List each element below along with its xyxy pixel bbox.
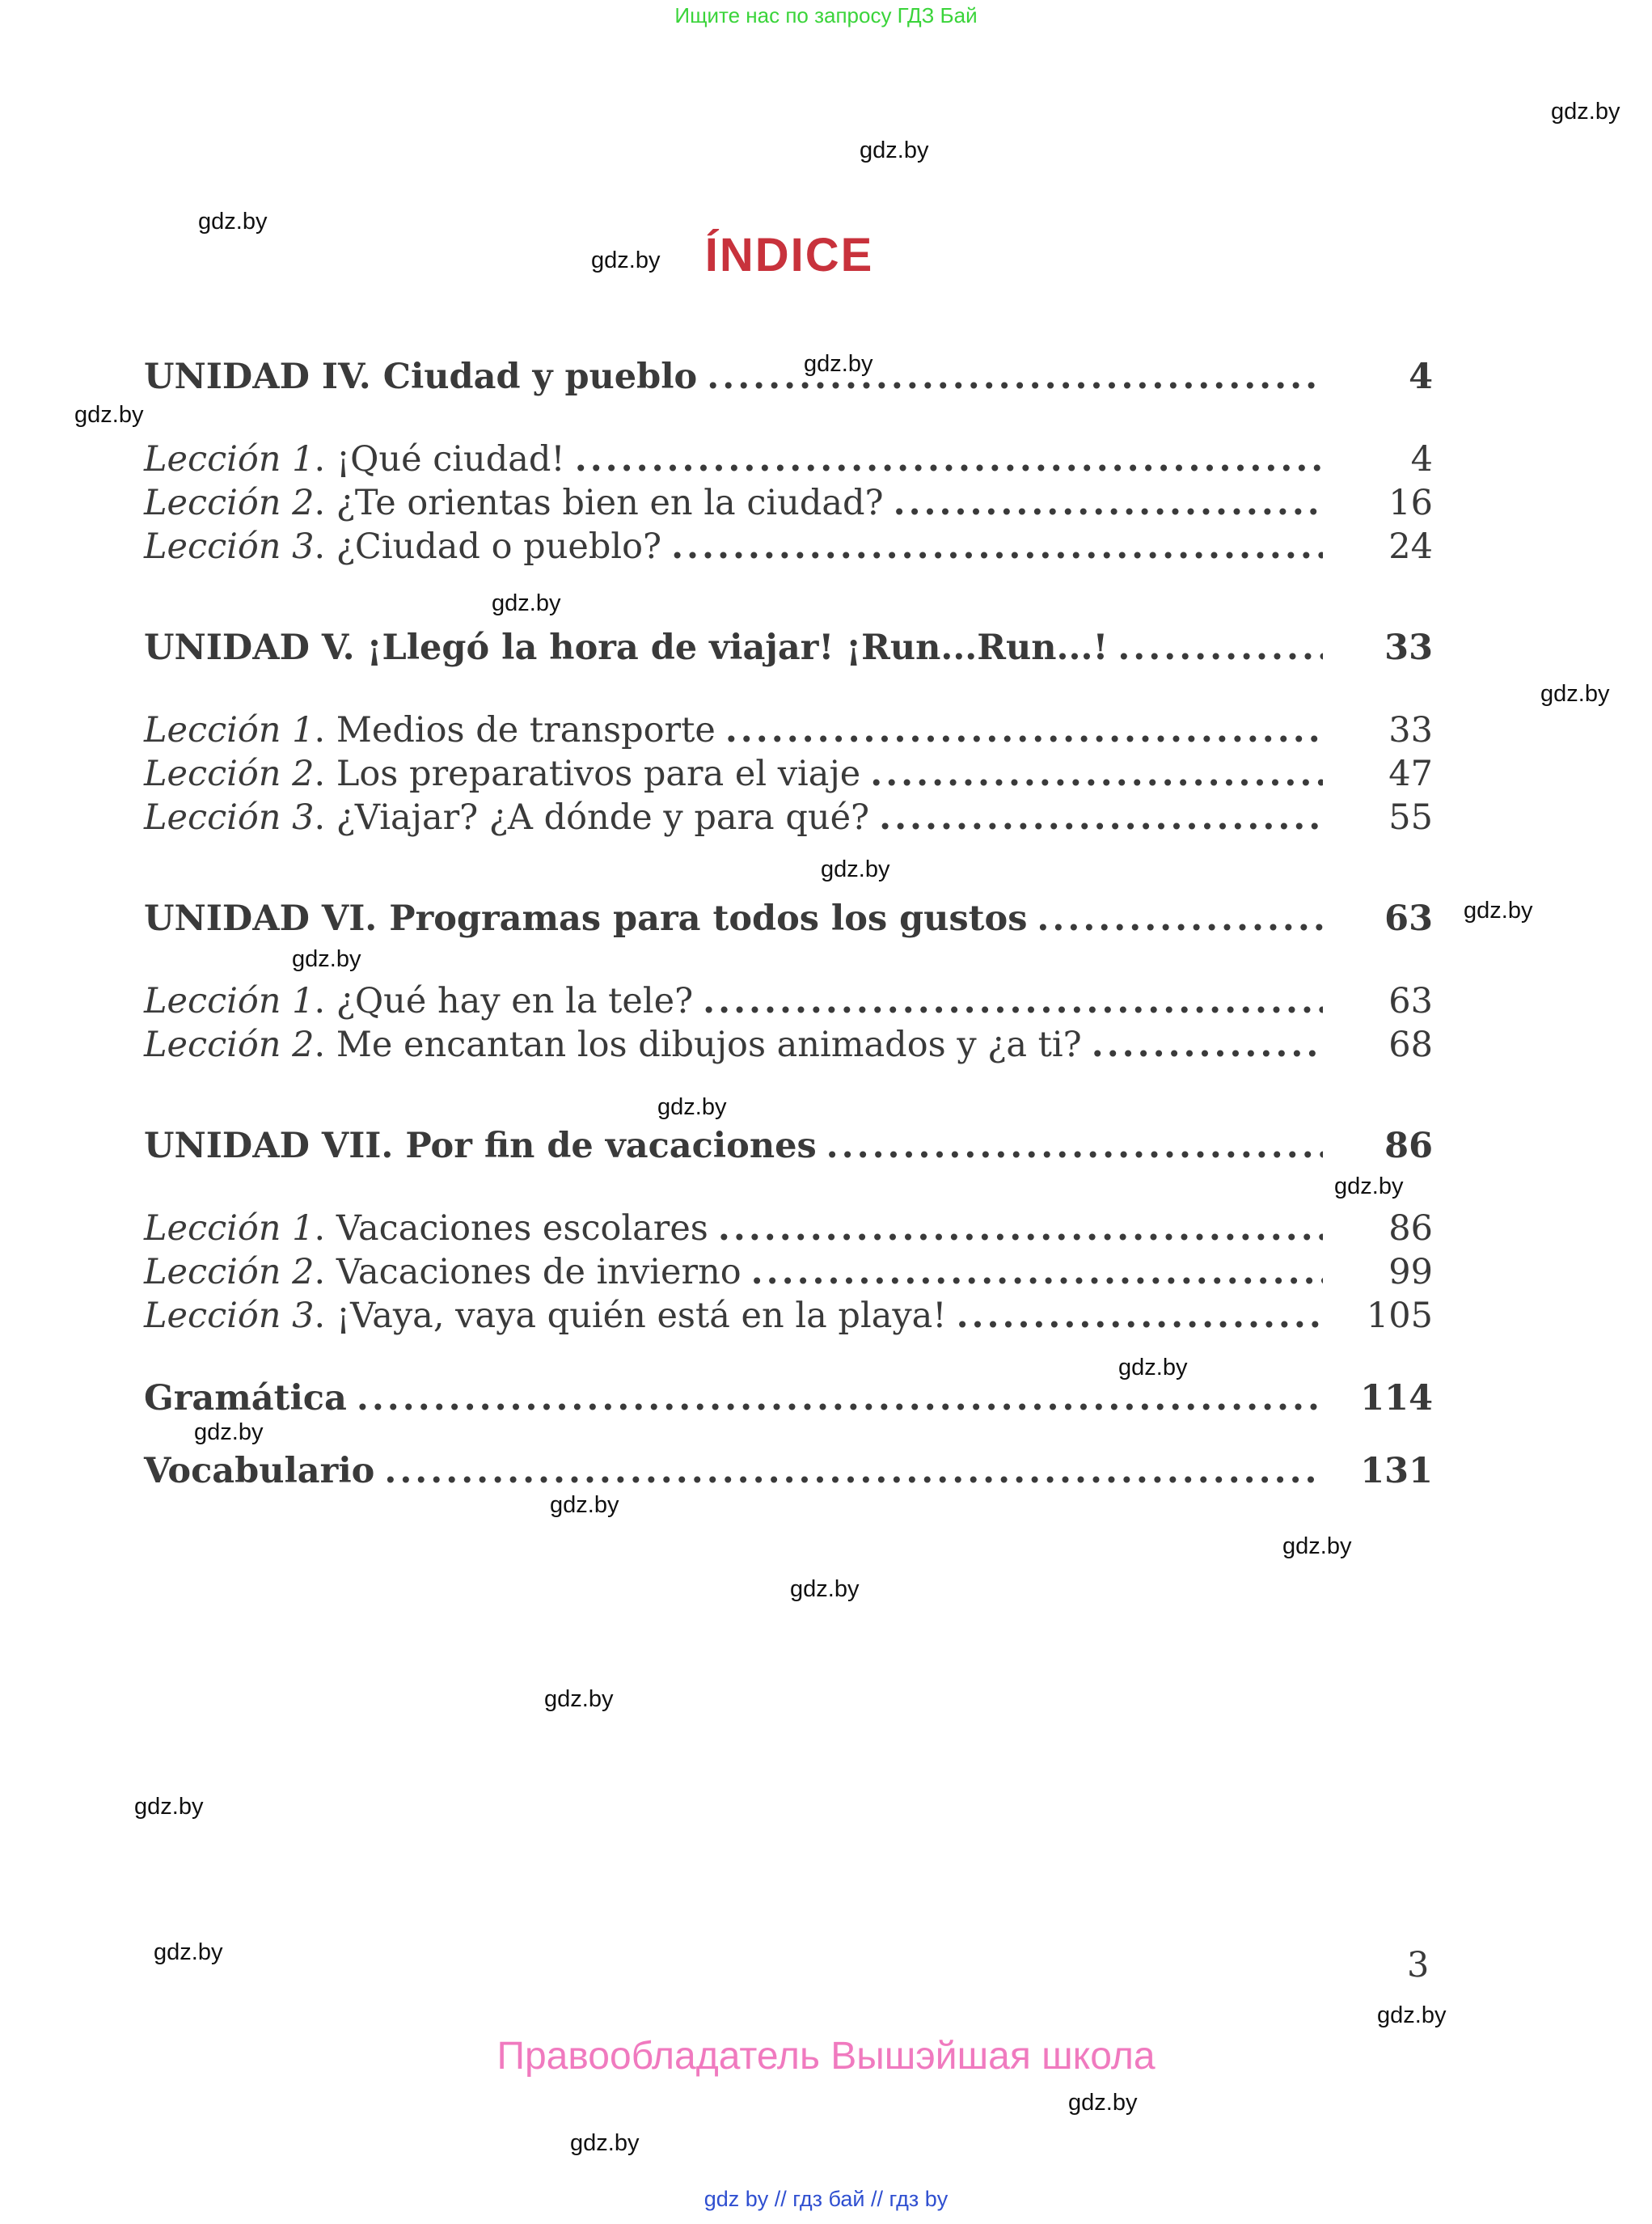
- watermark: gdz.by: [1068, 2090, 1138, 2116]
- toc-entry-page: 99: [1388, 1252, 1433, 1292]
- toc-entry-page: 33: [1388, 710, 1433, 750]
- watermark: gdz.by: [860, 137, 929, 163]
- leader-dots: [718, 1208, 1323, 1249]
- toc-entry-lesson[interactable]: [144, 1252, 1433, 1294]
- toc-entry-page: 4: [1410, 439, 1433, 480]
- toc-entry-lesson[interactable]: [144, 526, 1433, 569]
- toc-entry-page: 114: [1360, 1378, 1433, 1419]
- watermark: gdz.by: [591, 247, 661, 273]
- toc-entry-lesson[interactable]: [144, 710, 1433, 752]
- lesson-name: Lección 3: [144, 797, 315, 838]
- leader-dots: [870, 754, 1323, 794]
- lesson-name: Lección 2: [144, 1252, 315, 1292]
- watermark: gdz.by: [74, 402, 144, 428]
- leader-dots: [384, 1451, 1323, 1491]
- watermark: gdz.by: [134, 1794, 204, 1820]
- leader-dots: [725, 710, 1323, 750]
- lesson-name: Lección 1: [144, 439, 315, 480]
- toc-entry-lesson[interactable]: [144, 1296, 1433, 1338]
- leader-dots: [575, 439, 1323, 480]
- lesson-name: Lección 3: [144, 1296, 315, 1336]
- toc-entry-label: Vocabulario: [144, 1451, 375, 1491]
- watermark: gdz.by: [570, 2130, 640, 2156]
- toc-entry-label: UNIDAD VI. Programas para todos los gustos: [144, 898, 1028, 939]
- lesson-name: Lección 2: [144, 483, 315, 523]
- lesson-name: Lección 3: [144, 526, 315, 567]
- leader-dots: [1118, 628, 1323, 668]
- watermark: gdz.by: [198, 209, 268, 235]
- toc-entry-page: 105: [1366, 1296, 1433, 1336]
- toc-entry-page: 68: [1388, 1025, 1433, 1065]
- watermark: gdz.by: [154, 1939, 223, 1965]
- leader-dots: [879, 797, 1323, 838]
- page-title: ÍNDICE: [704, 229, 874, 281]
- leader-dots: [957, 1296, 1323, 1336]
- watermark: gdz.by: [1282, 1533, 1352, 1559]
- watermark: gdz.by: [292, 946, 361, 972]
- toc-entry-label: UNIDAD V. ¡Llegó la hora de viajar! ¡Run...Run...!: [144, 628, 1109, 668]
- watermark: gdz.by: [1551, 99, 1620, 125]
- toc-entry-lesson[interactable]: [144, 1208, 1433, 1250]
- page-number: 3: [1407, 1945, 1430, 1985]
- watermark: gdz.by: [1464, 898, 1533, 924]
- toc-entry-label: Gramática: [144, 1378, 347, 1419]
- lesson-name: Lección 2: [144, 754, 315, 794]
- leader-dots: [671, 526, 1323, 567]
- watermark: gdz.by: [821, 856, 890, 882]
- toc-entry-label: Lección 2. Vacaciones de invierno: [144, 1252, 741, 1292]
- toc-entry-page: 24: [1388, 526, 1433, 567]
- toc-entry-vocabulary[interactable]: [144, 1451, 1433, 1493]
- toc-entry-label: UNIDAD IV. Ciudad y pueblo: [144, 357, 698, 397]
- watermark: gdz.by: [790, 1576, 860, 1602]
- toc-entry-page: 55: [1388, 797, 1433, 838]
- leader-dots: [894, 483, 1323, 523]
- toc-entry-label: UNIDAD VII. Por fin de vacaciones: [144, 1126, 817, 1166]
- watermark: gdz.by: [1377, 2002, 1447, 2028]
- toc-entry-page: 33: [1384, 628, 1433, 668]
- toc-entry-label: Lección 1. ¿Qué hay en la tele?: [144, 981, 694, 1021]
- watermark: gdz.by: [804, 351, 873, 377]
- toc-entry-label: Lección 1. Medios de transporte: [144, 710, 716, 750]
- toc-entry-label: Lección 3. ¡Vaya, vaya quién está en la playa!: [144, 1296, 947, 1336]
- lesson-name: Lección 2: [144, 1025, 315, 1065]
- lesson-name: Lección 1: [144, 1208, 315, 1249]
- toc-entry-label: Lección 1. ¡Qué ciudad!: [144, 439, 565, 480]
- toc-entry-unit-5[interactable]: [144, 628, 1433, 670]
- toc-entry-label: Lección 2. Me encantan los dibujos animados y ¿a ti?: [144, 1025, 1082, 1065]
- lesson-name: Lección 1: [144, 981, 315, 1021]
- toc-entry-page: 63: [1384, 898, 1433, 939]
- leader-dots: [1037, 898, 1323, 939]
- watermark: gdz.by: [1334, 1173, 1404, 1199]
- toc-entry-lesson[interactable]: [144, 483, 1433, 525]
- footer-links[interactable]: gdz by // гдз бай // гдз by: [703, 2187, 949, 2211]
- toc-entry-page: 131: [1360, 1451, 1433, 1491]
- watermark: gdz.by: [1118, 1355, 1188, 1380]
- toc-entry-lesson[interactable]: [144, 1025, 1433, 1067]
- toc-entry-page: 16: [1388, 483, 1433, 523]
- toc-entry-lesson[interactable]: [144, 754, 1433, 796]
- watermark: gdz.by: [492, 590, 561, 616]
- leader-dots: [751, 1252, 1323, 1292]
- toc-entry-page: 86: [1388, 1208, 1433, 1249]
- watermark: gdz.by: [657, 1094, 727, 1120]
- toc-entry-label: Lección 3. ¿Ciudad o pueblo?: [144, 526, 662, 567]
- top-banner: Ищите нас по запросу ГДЗ Бай: [674, 3, 978, 27]
- lesson-name: Lección 1: [144, 710, 315, 750]
- toc-entry-label: Lección 2. ¿Te orientas bien en la ciudad?: [144, 483, 884, 523]
- toc-entry-unit-7[interactable]: [144, 1126, 1433, 1168]
- rights-holder-notice: Правообладатель Вышэйшая школа: [496, 2035, 1156, 2078]
- toc-entry-lesson[interactable]: [144, 797, 1433, 839]
- toc-entry-page: 47: [1388, 754, 1433, 794]
- toc-entry-lesson[interactable]: [144, 981, 1433, 1023]
- toc-entry-grammar[interactable]: [144, 1378, 1433, 1420]
- toc-entry-label: Lección 1. Vacaciones escolares: [144, 1208, 708, 1249]
- leader-dots: [703, 981, 1323, 1021]
- toc-entry-unit-4[interactable]: [144, 357, 1433, 399]
- toc-entry-page: 86: [1384, 1126, 1433, 1166]
- leader-dots: [707, 357, 1323, 397]
- leader-dots: [357, 1378, 1323, 1419]
- toc-entry-page: 4: [1409, 357, 1433, 397]
- watermark: gdz.by: [1540, 681, 1610, 707]
- watermark: gdz.by: [194, 1419, 264, 1445]
- toc-entry-unit-6[interactable]: [144, 898, 1433, 941]
- toc-entry-label: Lección 3. ¿Viajar? ¿A dónde y para qué?: [144, 797, 870, 838]
- toc-entry-page: 63: [1388, 981, 1433, 1021]
- toc-entry-label: Lección 2. Los preparativos para el viaje: [144, 754, 861, 794]
- toc-entry-lesson[interactable]: [144, 439, 1433, 481]
- leader-dots: [1092, 1025, 1323, 1065]
- watermark: gdz.by: [544, 1686, 614, 1712]
- watermark: gdz.by: [550, 1492, 619, 1518]
- leader-dots: [826, 1126, 1323, 1166]
